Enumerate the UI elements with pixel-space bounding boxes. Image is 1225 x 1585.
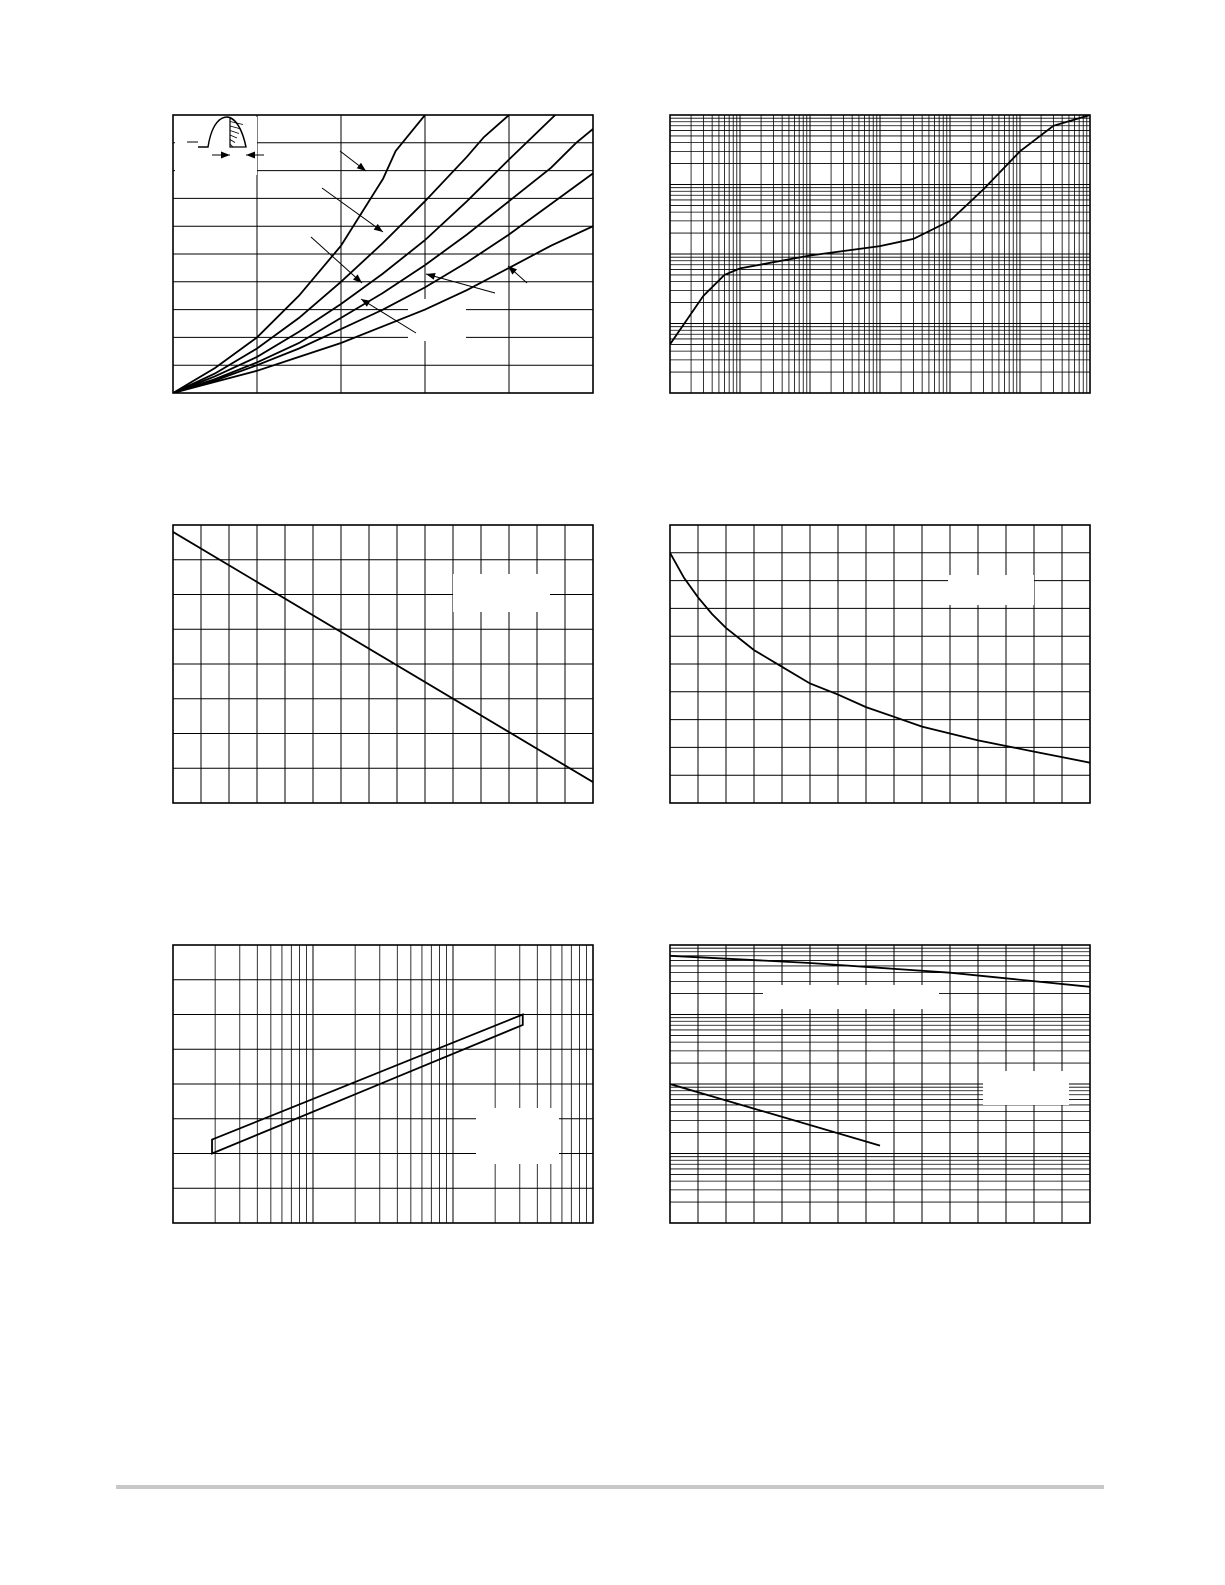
grid — [670, 115, 1090, 393]
legend-box — [476, 1108, 559, 1164]
curve-label-box — [408, 299, 466, 341]
legend-box — [453, 574, 550, 612]
chart-3-plot — [170, 523, 595, 808]
waveform-inset-box — [175, 117, 257, 175]
chart-5-plot — [170, 943, 595, 1228]
chart-1-plot — [170, 113, 595, 398]
chart-2-plot — [667, 113, 1092, 398]
curve-leader-6 — [508, 266, 527, 283]
curve-leader-3 — [311, 237, 362, 283]
grid — [670, 525, 1090, 803]
grid — [173, 525, 593, 803]
grid — [173, 945, 593, 1223]
chart-4-plot — [667, 523, 1092, 808]
footer-divider — [116, 1485, 1104, 1489]
chart-6-plot — [667, 943, 1092, 1228]
series-line-1 — [173, 532, 593, 782]
series-label-box — [763, 985, 939, 1009]
legend-box — [983, 1071, 1069, 1105]
legend-box — [948, 575, 1034, 605]
curve-leader-5 — [426, 273, 495, 293]
curve-leader-1 — [340, 151, 366, 171]
series-line-2 — [670, 1084, 880, 1146]
